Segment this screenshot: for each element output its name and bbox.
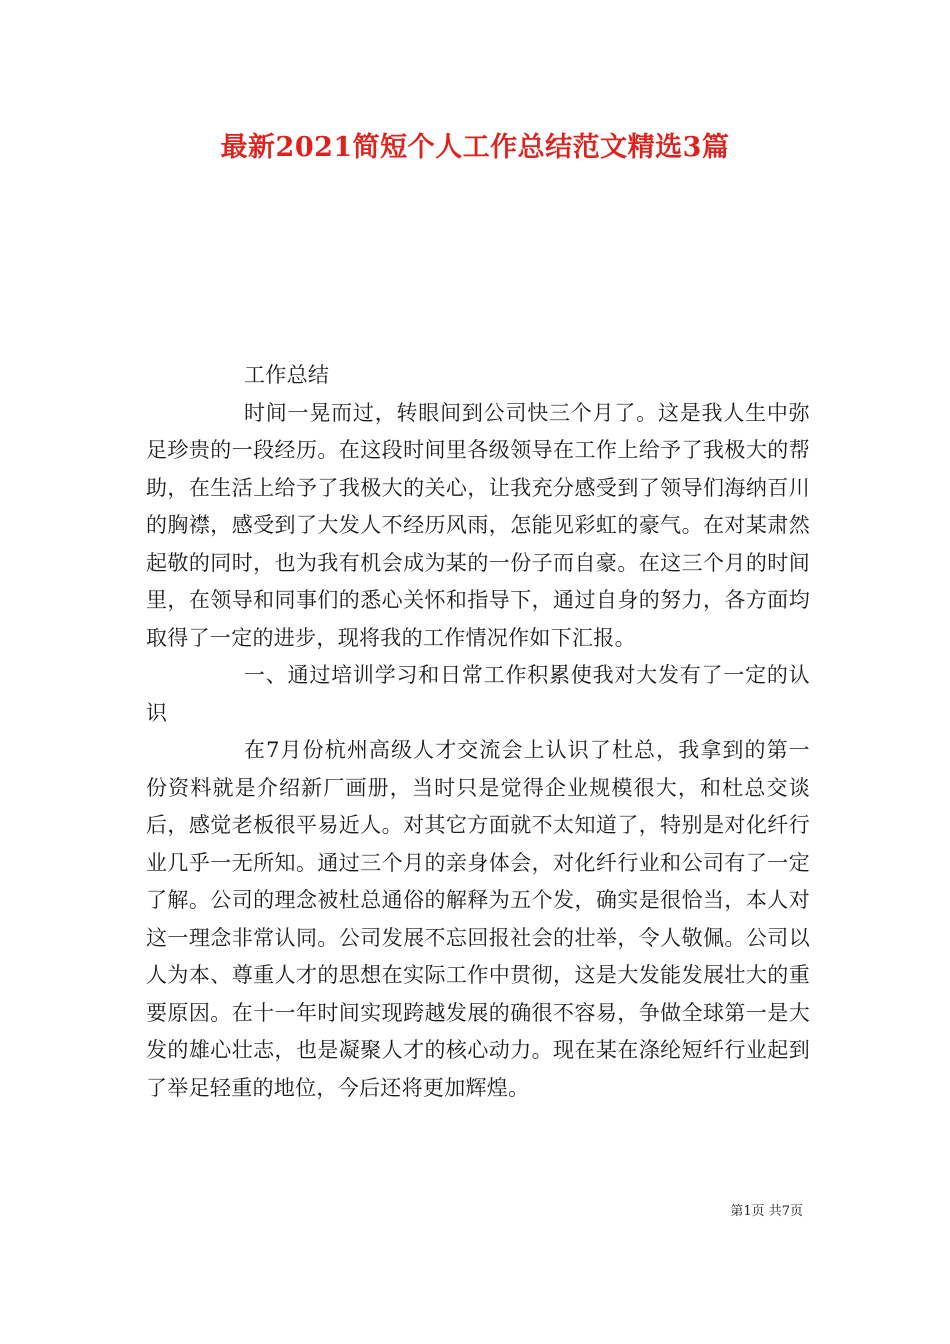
page-number: 第1页 共7页 bbox=[730, 1204, 803, 1219]
document-title: 最新2021简短个人工作总结范文精选3篇 bbox=[220, 132, 730, 163]
paragraph-intro: 时间一晃而过，转眼间到公司快三个月了。这是我人生中弥足珍贵的一段经历。在这段时间里各级领导在工作上给予了我极大的帮助，在生活上给予了我极大的关心，让我充分感受到了领导们海纳百川的胸襟，感受到了大发人不经历风雨，怎能见彩虹的豪气。在对某肃然起敬的同时，也为我有机会成为某的一份子而自豪。在这三个月的时间里，在领导和同事们的悉心关怀和指导下，通过自身的努力，各方面均取得了一定的进步，现将我的工作情况作如下汇报。 bbox=[146, 400, 810, 650]
paragraph-section-one-body: 在7月份杭州高级人才交流会上认识了杜总，我拿到的第一份资料就是介绍新厂画册，当时只是觉得企业规模很大，和杜总交谈后，感觉老板很平易近人。对其它方面就不太知道了，特别是对化纤行业几乎一无所知。通过三个月的亲身体会，对化纤行业和公司有了一定了解。公司的理念被杜总通俗的解释为五个发，确实是很恰当，本人对这一理念非常认同。公司发展不忘回报社会的壮举，令人敬佩。公司以人为本、尊重人才的思想在实际工作中贯彻，这是大发能发展壮大的重要原因。在十一年时间实现跨越发展的确很不容易，争做全球第一是大发的雄心壮志，也是凝聚人才的核心动力。现在某在涤纶短纤行业起到了举足轻重的地位，今后还将更加辉煌。 bbox=[146, 738, 810, 1100]
document-body bbox=[146, 357, 810, 1107]
section-heading: 工作总结 bbox=[244, 363, 330, 387]
paragraph-section-one-heading: 一、通过培训学习和日常工作积累使我对大发有了一定的认识 bbox=[146, 663, 810, 725]
